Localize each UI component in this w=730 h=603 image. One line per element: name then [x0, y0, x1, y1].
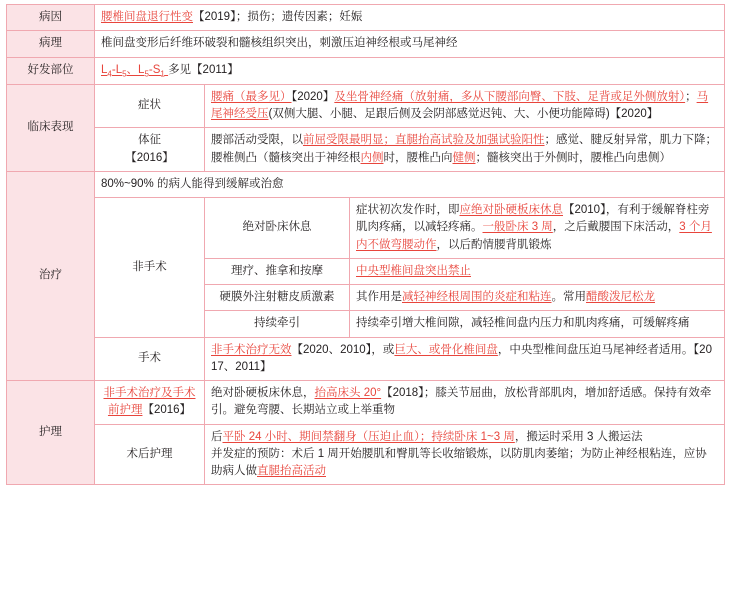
knowledge-table	[6, 4, 725, 485]
treatment-sub-surgical: 手术	[95, 337, 205, 381]
row-body-site	[95, 57, 725, 84]
nursing-body-post: 后平卧 24 小时、期间禁翻身（压迫止血）；持续卧床 1~3 周，搬运时采用 3 人搬运法 并发症的预防：术后 1 周开始腰肌和臀肌等长收缩锻炼，以防肌肉萎缩；为防止神经根粘连，应协助病人做直腿抬高活动	[205, 424, 725, 485]
site-s3: 5	[144, 68, 149, 78]
table-row-nursing-pre	[7, 381, 725, 425]
site-s1: 4	[107, 68, 112, 78]
table-row-treatment-bedrest	[7, 198, 725, 259]
row-body-pathology: 椎间盘变形后纤维环破裂和髓核组织突出，刺激压迫神经根或马尾神经	[95, 31, 725, 57]
row-label-nursing: 护理	[7, 381, 95, 485]
clinical-sub-signs-label: 体征	[138, 134, 161, 147]
cause-highlight: 腰椎间盘退行性变	[101, 11, 193, 23]
table-row-cause	[7, 5, 725, 31]
site-t2: -L	[111, 63, 123, 76]
treatment-top-note: 80%~90% 的病人能得到缓解或治愈	[95, 171, 725, 197]
table-row-treatment-surgery	[7, 337, 725, 381]
clinical-body-signs: 腰部活动受限，以前屈受限最明显；直腿抬高试验及加强试验阳性；感觉、腱反射异常，肌力下降；腰椎侧凸（髓核突出于神经根内侧时，腰椎凸向健侧；髓核突出于外侧时，腰椎凸向患侧）	[205, 128, 725, 172]
treatment-item-name-traction: 持续牵引	[205, 311, 350, 337]
treatment-item-name-steroid: 硬膜外注射糖皮质激素	[205, 285, 350, 311]
site-t4: -S	[148, 63, 161, 76]
row-label-cause: 病因	[7, 5, 95, 31]
table-row-site	[7, 57, 725, 84]
treatment-sub-nonsurgical: 非手术	[95, 198, 205, 338]
treatment-item-body-physio: 中央型椎间盘突出禁止	[350, 258, 725, 284]
treatment-item-name-bedrest: 绝对卧床休息	[205, 198, 350, 259]
table-row-treatment-intro	[7, 171, 725, 197]
nursing-sub-pre: 非手术治疗及手术前护理【2016】	[95, 381, 205, 425]
row-label-pathology: 病理	[7, 31, 95, 57]
clinical-body-symptoms: 腰痛（最多见）【2020】及坐骨神经痛（放射痛，多从下腰部向臀、下肢、足背或足外侧放射）；马尾神经受压(双侧大腿、小腿、足跟后侧及会阴部感觉迟钝、大、小便功能障碍)【2020】	[205, 84, 725, 128]
table-row-nursing-post	[7, 424, 725, 485]
row-label-site: 好发部位	[7, 57, 95, 84]
clinical-sub-signs-note: 【2016】	[125, 151, 174, 164]
table-row-clinical-signs	[7, 128, 725, 172]
row-label-clinical: 临床表现	[7, 84, 95, 171]
site-s4: 1	[160, 68, 165, 78]
site-t1: L	[101, 63, 108, 76]
treatment-item-body-steroid: 其作用是减轻神经根周围的炎症和粘连。常用醋酸泼尼松龙	[350, 285, 725, 311]
site-t3: 、L	[126, 63, 145, 76]
row-label-treatment: 治疗	[7, 171, 95, 380]
clinical-sub-symptoms: 症状	[95, 84, 205, 128]
nursing-body-pre: 绝对卧硬板床休息，抬高床头 20°【2018】；膝关节屈曲，放松背部肌肉，增加舒适感。保持有效牵引。避免弯腰、长期站立或上举重物	[205, 381, 725, 425]
treatment-body-surgical: 非手术治疗无效【2020、2010】，或巨大、或骨化椎间盘，中央型椎间盘压迫马尾神经者适用。【2017、2011】	[205, 337, 725, 381]
site-s2: 5	[122, 68, 127, 78]
treatment-item-name-physio: 理疗、推拿和按摩	[205, 258, 350, 284]
site-t5: 多见【2011】	[168, 63, 239, 76]
clinical-sub-signs	[95, 128, 205, 172]
row-body-cause	[95, 5, 725, 31]
treatment-item-body-bedrest: 症状初次发作时，即应绝对卧硬板床休息【2010】，有利于缓解脊柱旁肌肉疼痛，以减轻疼痛。一般卧床 3 周，之后戴腰围下床活动，3 个月内不做弯腰动作，以后酌情腰背肌锻炼	[350, 198, 725, 259]
table-row-clinical-symptoms	[7, 84, 725, 128]
cause-rest: 【2019】；损伤；遗传因素；妊娠	[193, 11, 363, 23]
table-row-pathology	[7, 31, 725, 57]
nursing-sub-post: 术后护理	[95, 424, 205, 485]
treatment-item-body-traction: 持续牵引增大椎间隙，减轻椎间盘内压力和肌肉疼痛，可缓解疼痛	[350, 311, 725, 337]
